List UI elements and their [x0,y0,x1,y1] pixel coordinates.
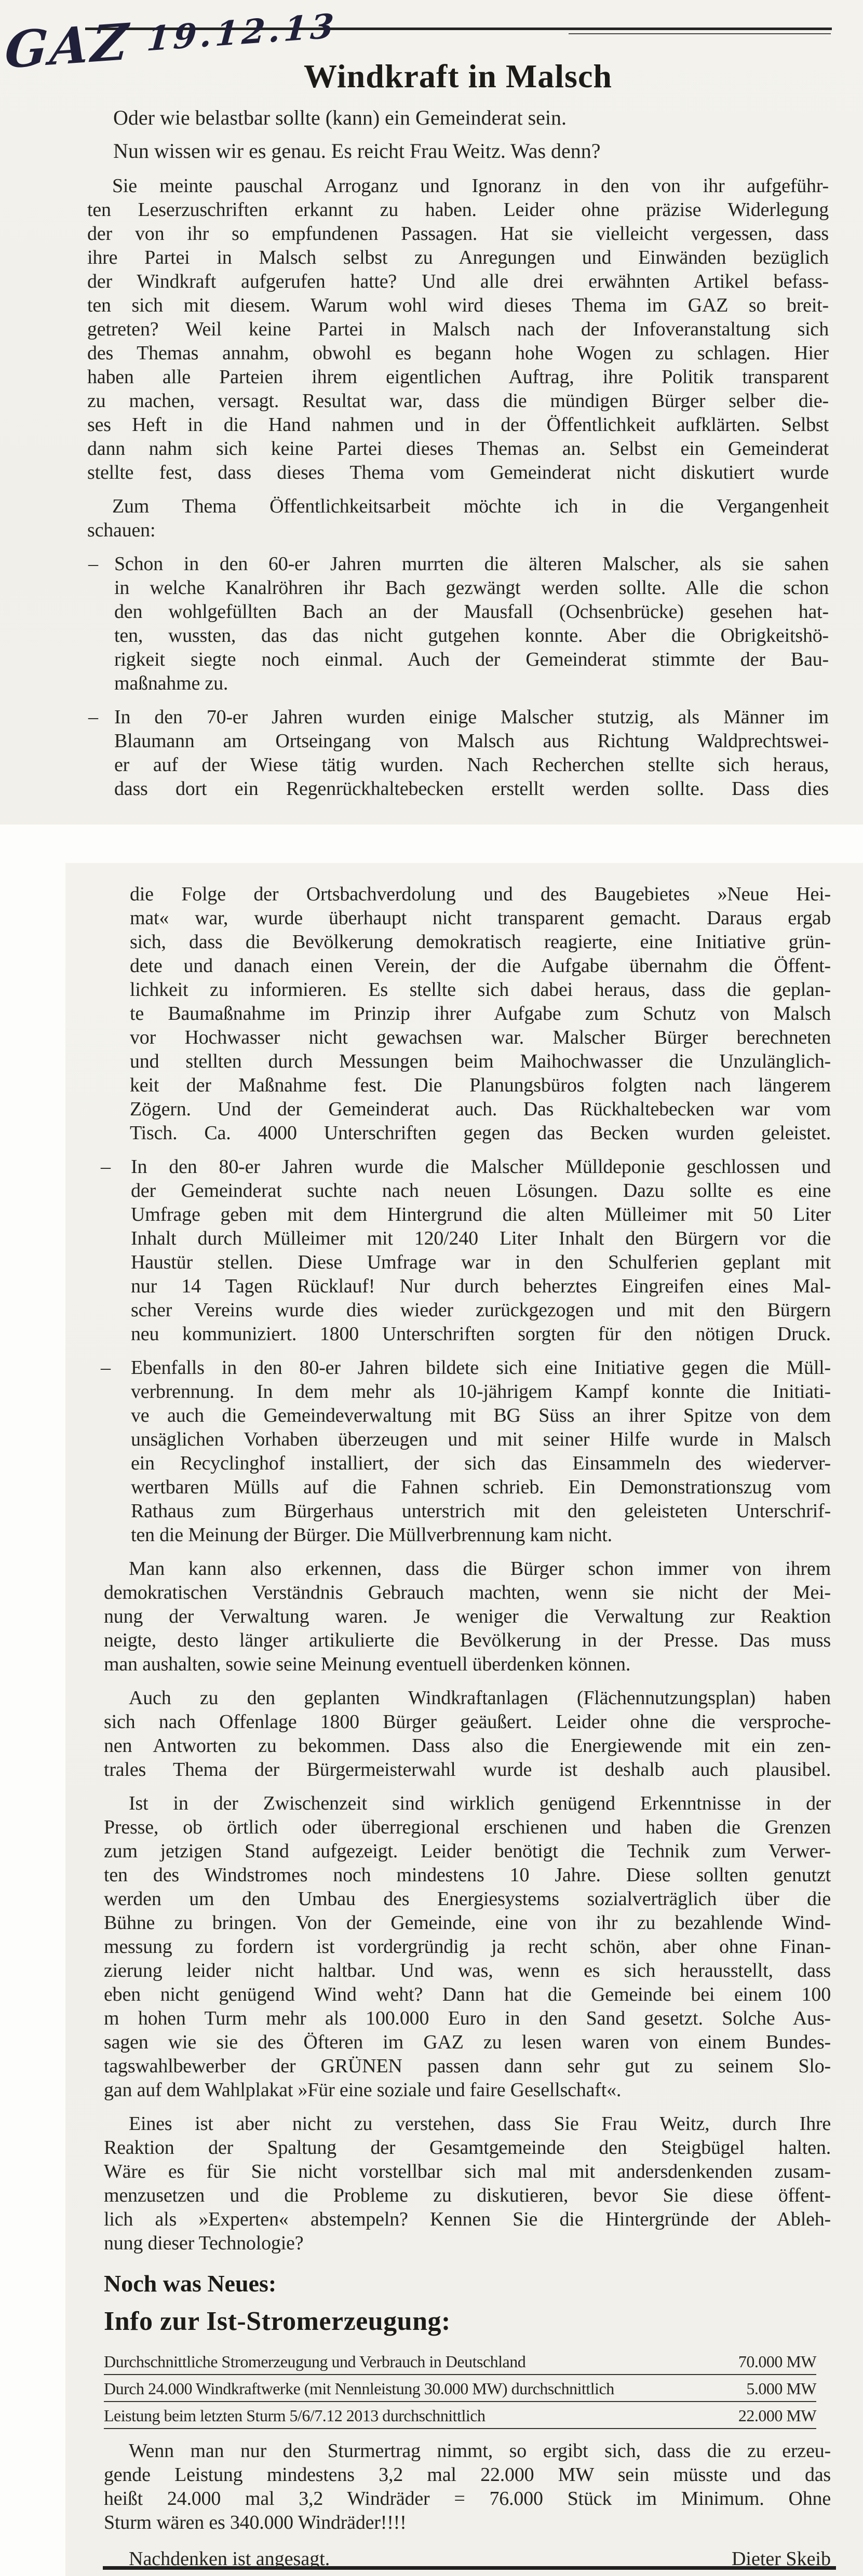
article-title: Windkraft in Malsch [304,58,612,95]
text-line: In den 70-er Jahren wurden einige Malscher stutzig, als Männer im [114,706,829,728]
text-line: ein Recyclinghof installiert, der sich das Einsammeln des wiederver- [131,1452,831,1474]
table-row [104,2351,816,2375]
text-line: haben alle Parteien ihrem eigentlichen Auftrag, ihre Politik transparent [87,366,829,388]
handwritten-date: 19.12.13 [145,6,339,59]
text-line: der Gemeinderat suchte nach neuen Lösungen. Dazu sollte es eine [131,1180,831,1202]
text-line: trales Thema der Bürgermeisterwahl wurde ist deshalb auch plausibel. [104,1759,831,1781]
table-row-label: Durchschnittliche Stromerzeugung und Verbrauch in Deutschland [104,2352,526,2371]
text-line: Zögern. Und der Gemeinderat auch. Das Rückhaltebecken war vom [130,1098,831,1120]
text-line: ten Leserzuschriften erkannt zu haben. Leider ohne präzise Widerlegung [87,199,829,221]
text-line: ten des Windstromes noch mindestens 10 Jahre. Diese sollten genutzt [104,1864,831,1886]
text-line: Blaumann am Ortseingang von Malsch aus Richtung Waldprechtswei- [114,730,829,752]
text-line: in welche Kanalröhren ihr Bach gezwängt werden sollte. Alle die schon [114,577,829,599]
text-line: stellte fest, dass dieses Thema vom Gemeinderat nicht diskutiert wurde [87,462,829,483]
text-line: demokratischen Verständnis Gebrauch machten, wenn sie nicht der Mei- [104,1582,831,1603]
table-row [104,2378,816,2402]
author-signature: Dieter Skeib [731,2548,831,2570]
paragraph [87,494,829,542]
text-line: scher Vereins wurde dies wieder zurückgezogen und mit den Bürgern [131,1299,831,1321]
page1-body [87,174,829,801]
text-line: ve auch die Gemeindeverwaltung mit BG Süss an ihrer Spitze von dem [131,1405,831,1426]
text-line: des Themas annahm, obwohl es begann hohe Wogen zu schlagen. Hier [87,342,829,364]
text-line: gende Leistung mindestens 3,2 mal 22.000 MW sein müsste und das [104,2464,831,2486]
table-row-value: 5.000 MW [746,2379,816,2398]
paragraph [130,882,831,1145]
bullet-dash-icon: – [101,1357,111,1379]
article-column-page2 [101,872,831,2571]
text-line: unsäglichen Vorhaben überzeugen und mit seiner Hilfe wurde in Malsch [131,1428,831,1450]
table-row-label: Leistung beim letzten Sturm 5/6/7.12 2013 durchschnittlich [104,2406,486,2425]
paragraph [104,1557,831,1676]
text-line: neu kommuniziert. 1800 Unterschriften sorgten für den nötigen Druck. [131,1323,831,1345]
text-line: lich als »Experten« abstempeln? Kennen Sie die Hintergründe der Ableh- [104,2208,831,2230]
text-line: ten die Meinung der Bürger. Die Müllverbrennung kam nicht. [131,1524,612,1546]
section-heading: Noch was Neues: [104,2270,277,2297]
table-row-value: 22.000 MW [738,2406,816,2425]
section-heading: Info zur Ist-Stromerzeugung: [104,2307,451,2336]
text-line: der Windkraft aufgerufen hatte? Und alle drei erwähnten Artikel befass- [87,271,829,292]
power-info-table [104,2351,816,2429]
text-line: eben nicht genügend Wind weht? Dann hat die Gemeinde bei einem 100 [104,1984,831,2005]
bullet-item [87,705,829,801]
text-line: zum jetzigen Stand aufgezeigt. Leider benötigt die Technik zum Verwer- [104,1840,831,1862]
text-line: getreten? Weil keine Partei in Malsch nach der Infoveranstaltung sich [87,318,829,340]
text-line: Sie meinte pauschal Arroganz und Ignoranz in den von ihr aufgeführ- [112,175,829,197]
text-line: sich, dass die Bevölkerung demokratisch reagierte, eine Initiative grün- [130,931,831,953]
text-line: sagen wie sie des Öfteren im GAZ zu lesen waren von einem Bundes- [104,2031,831,2053]
text-line: keit der Maßnahme fest. Die Planungsbüros folgten nach längerem [130,1074,831,1096]
text-line: zu machen, versagt. Resultat war, dass die mündigen Bürger selber die- [87,390,829,412]
text-line: maßnahme zu. [114,672,228,694]
text-line: verbrennung. In dem mehr als 10-jährigem Kampf konnte die Initiati- [131,1381,831,1402]
text-line: Umfrage geben mit dem Hintergrund die alten Mülleimer mit 50 Liter [131,1204,831,1225]
text-line: Wenn man nur den Sturmertrag nimmt, so ergibt sich, dass die zu erzeu- [129,2440,831,2462]
bullet-item [101,1356,831,1547]
text-line: Auch zu den geplanten Windkraftanlagen (Flächennutzungsplan) haben [129,1687,831,1709]
text-line: menzusetzen und die Probleme zu diskutieren, bevor Sie diese öffent- [104,2184,831,2206]
bullet-dash-icon: – [101,1156,111,1178]
text-line: Haustür stellen. Diese Umfrage war in den Schulferien geplant mit [131,1251,831,1273]
text-line: mat« war, wurde überhaupt nicht transparent gemacht. Daraus ergab [130,907,831,929]
text-line: dete und danach einen Verein, der die Aufgabe übernahm die Öffent- [130,955,831,977]
bullet-item [87,552,829,695]
text-line: vor Hochwasser nicht gewachsen war. Malscher Bürger berechneten [130,1027,831,1048]
handwritten-source: GAZ [3,12,132,80]
table-row-label: Durch 24.000 Windkraftwerke (mit Nennleistung 30.000 MW) durchschnittlich [104,2379,614,2398]
text-line: Man kann also erkennen, dass die Bürger schon immer von ihrem [129,1558,831,1580]
text-line: m hohen Turm mehr als 100.000 Euro in den Sand gesetzt. Solche Aus- [104,2007,831,2029]
bullet-item [101,1155,831,1346]
text-line: In den 80-er Jahren wurde die Malscher Mülldeponie geschlossen und [131,1156,831,1178]
text-line: sich nach Offenlage 1800 Bürger geäußert. Leider ohne die versproche- [104,1711,831,1733]
text-line: ses Heft in die Hand nahmen und in der Öffentlichkeit aufklärten. Selbst [87,414,829,436]
text-line: Schon in den 60-er Jahren murrten die älteren Malscher, als sie sahen [114,553,829,575]
page2-body [101,882,831,2571]
text-line: der von ihr so empfundenen Passagen. Hat sie vielleicht vergessen, dass [87,223,829,245]
table-row [104,2405,816,2429]
text-line: Rathaus zum Bürgerhaus unterstrich mit den geleisteten Unterschrif- [131,1500,831,1522]
text-line: heißt 24.000 mal 3,2 Windräder = 76.000 Stück im Minimum. Ohne [104,2488,831,2510]
bullet-dash-icon: – [88,553,98,575]
text-line: Zum Thema Öffentlichkeitsarbeit möchte ich in die Vergangenheit [112,495,829,517]
text-line: Tisch. Ca. 4000 Unterschriften gegen das Becken wurden geleistet. [130,1122,831,1144]
text-line: Wäre es für Sie nicht vorstellbar sich mal mit andersdenkenden zusam- [104,2161,831,2182]
text-line: Inhalt durch Mülleimer mit 120/240 Liter Inhalt den Bürgern vor die [131,1228,831,1249]
text-line: rigkeit siegte noch einmal. Auch der Gemeinderat stimmte der Bau- [114,649,829,670]
paragraph [104,1791,831,2102]
text-line: dann nahm sich keine Partei dieses Themas an. Selbst ein Gemeinderat [87,438,829,460]
closing-line [104,2547,831,2571]
text-line: tagswahlbewerber der GRÜNEN passen dann sehr gut zu seinem Slo- [104,2055,831,2077]
text-line: ihre Partei in Malsch selbst zu Anregungen und Einwänden bezüglich [87,247,829,268]
text-line: neigte, desto länger artikulierte die Bevölkerung in der Presse. Das muss [104,1629,831,1651]
paragraph [104,2439,831,2534]
paragraph [87,174,829,484]
paragraph [104,2112,831,2255]
text-line: die Folge der Ortsbachverdolung und des Baugebietes »Neue Hei- [130,883,831,905]
text-line: Sturm wären es 340.000 Windräder!!!! [104,2512,407,2533]
bullet-dash-icon: – [88,706,98,728]
text-line: zierung leider nicht haltbar. Und was, wenn es sich herausstellt, dass [104,1960,831,1981]
table-row-value: 70.000 MW [738,2352,816,2371]
text-line: te Baumaßnahme im Prinzip ihrer Aufgabe zum Schutz von Malsch [130,1003,831,1024]
text-line: messung zu fordern ist vordergründig ja recht schön, aber ohne Finan- [104,1936,831,1958]
text-line: man aushalten, sowie seine Meinung eventuell überdenken können. [104,1653,631,1675]
text-line: den wohlgefüllten Bach an der Mausfall (Ochsenbrücke) gesehen hat- [114,601,829,623]
text-line: gan auf dem Wahlplakat »Für eine soziale und faire Gesellschaft«. [104,2079,622,2101]
text-line: Eines ist aber nicht zu verstehen, dass Sie Frau Weitz, durch Ihre [129,2113,831,2135]
text-line: ten, wussten, das das nicht gutgehen konnte. Aber die Obrigkeitshö- [114,625,829,646]
text-line: und stellten durch Messungen beim Maihochwasser die Unzulänglich- [130,1050,831,1072]
article-subtitle-2: Nun wissen wir es genau. Es reicht Frau Weitz. Was denn? [113,139,601,163]
article-subtitle-1: Oder wie belastbar sollte (kann) ein Gemeinderat sein. [113,106,567,129]
text-line: werden um den Umbau des Energiesystems sozialverträglich über die [104,1888,831,1910]
text-line: wertbaren Mülls auf die Fahnen schrieb. Ein Demonstrationszug vom [131,1476,831,1498]
text-line: Bühne zu bringen. Von der Gemeinde, eine von ihr zu bezahlende Wind- [104,1912,831,1934]
text-line: dass dort ein Regenrückhaltebecken erstellt werden sollte. Dass dies [114,778,829,800]
text-line: nen Antworten zu bekommen. Dass also die Energiewende mit ein zen- [104,1735,831,1757]
text-line: schauen: [87,519,156,541]
text-line: ten sich mit diesem. Warum wohl wird dieses Thema im GAZ so breit- [87,294,829,316]
article-column-page1 [87,0,829,801]
text-line: er auf der Wiese tätig wurden. Nach Recherchen stellte sich heraus, [114,754,829,776]
closing-text: Nachdenken ist angesagt. [129,2548,330,2570]
text-line: nur 14 Tagen Rücklauf! Nur durch beherztes Eingreifen eines Mal- [131,1275,831,1297]
text-line: Ist in der Zwischenzeit sind wirklich genügend Erkenntnisse in der [129,1792,831,1814]
text-line: lichkeit zu informieren. Es stellte sich dabei heraus, dass die geplan- [130,979,831,1001]
text-line: nung dieser Technologie? [104,2232,304,2254]
text-line: Reaktion der Spaltung der Gesamtgemeinde den Steigbügel halten. [104,2137,831,2159]
text-line: Presse, ob örtlich oder überregional erschienen und haben die Grenzen [104,1816,831,1838]
text-line: nung der Verwaltung waren. Je weniger die Verwaltung zur Reaktion [104,1606,831,1627]
paragraph [104,1686,831,1782]
text-line: Ebenfalls in den 80-er Jahren bildete sich eine Initiative gegen die Müll- [131,1357,831,1379]
